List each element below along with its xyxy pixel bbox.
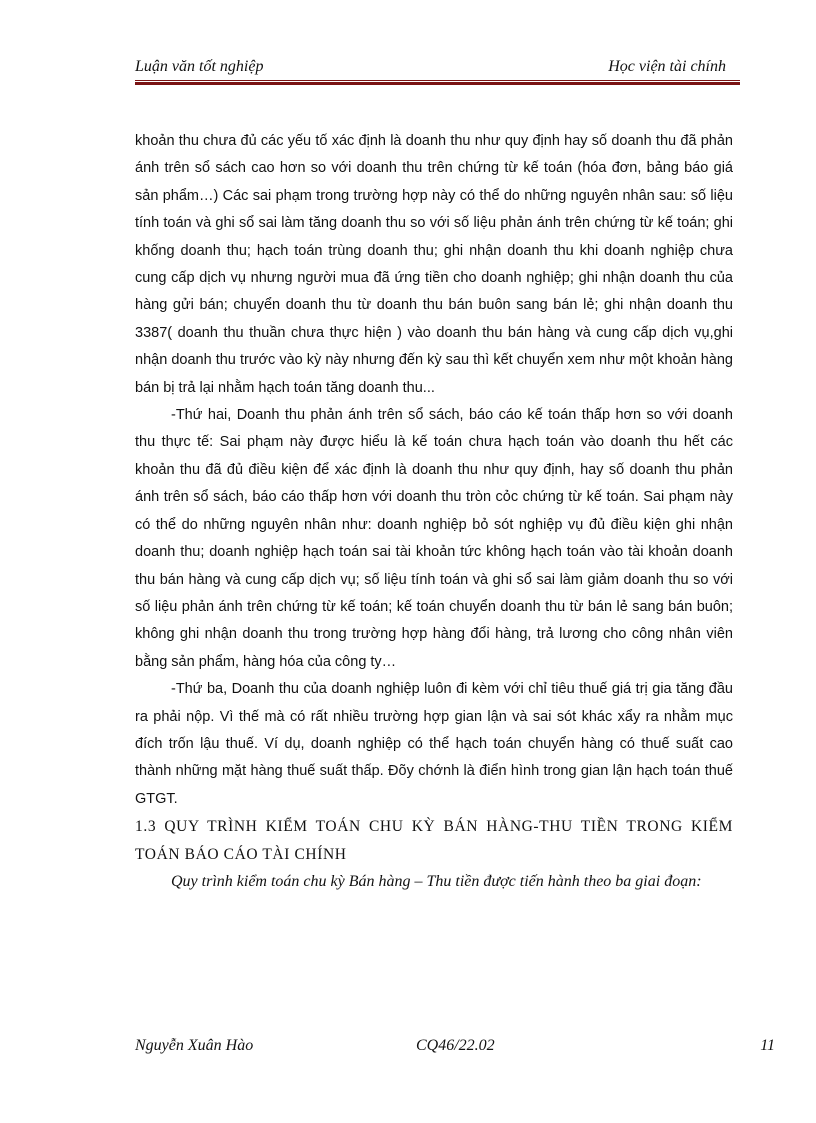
paragraph-continued: khoản thu chưa đủ các yếu tố xác định là doanh thu như quy định hay số doanh thu đã phản ánh trên sổ sách cao hơn so với doanh thu trên chứng từ kế toán (hóa đơn, bảng báo giá sản phẩm…) Các sai phạm trong trường hợp này có thể do những nguyên nhân sau: số liệu tính toán và ghi sổ sai làm tăng doanh thu so với số liệu phản ánh trên chứng từ kế toán; ghi khống doanh thu; hạch toán trùng doanh thu; ghi nhận doanh thu khi doanh nghiệp chưa cung cấp dịch vụ nhưng người mua đã ứng tiền cho doanh nghiệp; ghi nhận doanh thu của hàng gửi bán; chuyển doanh thu từ doanh thu bán buôn sang bán lẻ; ghi nhận doanh thu 3387( doanh thu thuần chưa thực hiện ) vào doanh thu bán hàng và cung cấp dịch vụ,ghi nhận doanh thu trước vào kỳ này nhưng đến kỳ sau thì kết chuyển xem như một khoản hàng bán bị trả lại nhằm hạch toán tăng doanh thu... bbox=[135, 133, 733, 396]
author-name: Nguyễn Xuân Hào bbox=[135, 1037, 254, 1054]
section-intro: Quy trình kiểm toán chu kỳ Bán hàng – Thu tiền được tiến hành theo ba giai đoạn: bbox=[171, 872, 702, 890]
thesis-label: Luận văn tốt nghiệp bbox=[135, 58, 264, 75]
header-divider bbox=[135, 80, 740, 85]
paragraph-second-case: -Thứ hai, Doanh thu phản ánh trên sổ sách, báo cáo kế toán thấp hơn so với doanh thu thực tế: Sai phạm này được hiểu là kế toán chưa hạch toán vào doanh thu hết các khoản thu đã đủ điều kiện để xác định là doanh thu như quy định, hay số doanh thu phản ánh trên sổ sách, báo cáo thấp hơn với doanh thu tròn cỏc chứng từ kế toán. Sai phạm này có thể do những nguyên nhân như: doanh nghiệp bỏ sót nghiệp vụ đủ điều kiện ghi nhận doanh thu; doanh nghiệp hạch toán sai tài khoản tức không hạch toán vào tài khoản doanh thu bán hàng và cung cấp dịch vụ; số liệu tính toán và ghi sổ sai làm giảm doanh thu so với số liệu phản ánh trên chứng từ kế toán; kế toán chuyển doanh thu từ bán lẻ sang bán buôn; không ghi nhận doanh thu trong trường hợp hàng đổi hàng, trả lương cho công nhân viên bằng sản phẩm, hàng hóa của công ty… bbox=[135, 407, 733, 670]
page-number: 11 bbox=[760, 1037, 775, 1054]
page-body bbox=[135, 128, 733, 895]
page-footer bbox=[135, 1037, 775, 1059]
page-header bbox=[135, 56, 740, 82]
section-heading: 1.3 QUY TRÌNH KIỂM TOÁN CHU KỲ BÁN HÀNG-THU TIỀN TRONG KIỂM TOÁN BÁO CÁO TÀI CHÍNH bbox=[135, 818, 733, 863]
paragraph-third-case: -Thứ ba, Doanh thu của doanh nghiệp luôn đi kèm với chỉ tiêu thuế giá trị gia tăng đầu ra phải nộp. Vì thế mà có rất nhiều trường hợp gian lận và sai sót khác xẩy ra nhằm mục đích trốn lậu thuế. Ví dụ, doanh nghiệp có thể hạch toán chuyển hàng có thuế suất cao thành những mặt hàng thuế suất thấp. Đõy chớnh là điển hình trong gian lận hạch toán thuế GTGT. bbox=[135, 681, 733, 807]
class-code: CQ46/22.02 bbox=[416, 1037, 495, 1054]
institution-label: Học viện tài chính bbox=[608, 58, 726, 75]
